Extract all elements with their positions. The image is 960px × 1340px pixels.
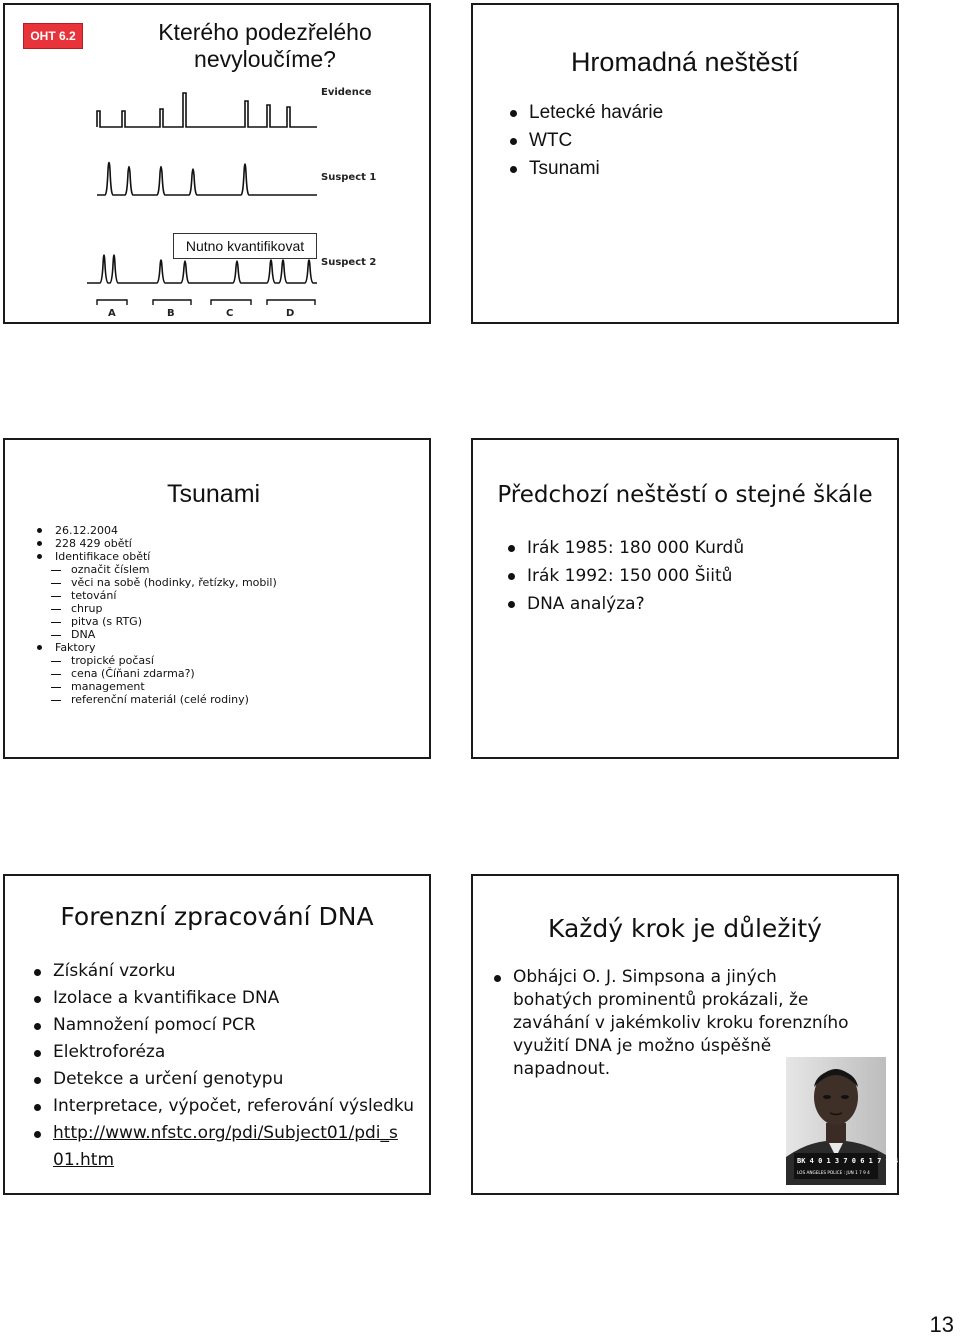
suspect2-label: Suspect 2 <box>321 257 377 268</box>
list-item: Faktory <box>33 641 277 654</box>
list-item: Identifikace obětí <box>33 550 277 563</box>
evidence-label: Evidence <box>321 87 372 98</box>
oht-badge: OHT 6.2 <box>23 23 83 49</box>
text-line: využití DNA je možno úspěšně <box>513 1036 772 1056</box>
board-caption: LOS ANGELES POLICE : JUN 1 7 9 4 <box>797 1170 870 1175</box>
title-line-2: nevyloučíme? <box>194 46 336 72</box>
list-item: Izolace a kvantifikace DNA <box>31 985 426 1012</box>
sub-list-item: management <box>33 680 277 693</box>
link-line-2: 01.htm <box>53 1150 115 1170</box>
suspect2-trace <box>87 255 317 283</box>
bullet-list <box>33 524 277 706</box>
locus-label-b: B <box>167 308 175 319</box>
electropherogram-figure <box>5 5 433 326</box>
list-item: WTC <box>507 127 663 155</box>
sub-list-item: chrup <box>33 602 277 615</box>
quantify-callout: Nutno kvantifikovat <box>173 233 317 259</box>
locus-brackets <box>97 300 315 305</box>
nfstc-link[interactable] <box>53 1123 398 1170</box>
title-line-1: Kterého podezřelého <box>158 19 372 45</box>
link-line-1: http://www.nfstc.org/pdi/Subject01/pdi_s <box>53 1123 398 1143</box>
locus-label-d: D <box>286 308 295 319</box>
list-item: Tsunami <box>507 155 663 183</box>
mugshot-photo <box>786 1057 899 1185</box>
list-item: Získání vzorku <box>31 958 426 985</box>
evidence-trace <box>97 93 317 127</box>
slide-tsunami <box>3 438 431 759</box>
board-number: BK 4 0 1 3 7 0 6 1 7 9 4 <box>797 1157 899 1165</box>
slide-title: Tsunami <box>167 480 261 508</box>
list-item: Namnožení pomocí PCR <box>31 1012 426 1039</box>
sub-list-item: cena (Číňani zdarma?) <box>33 667 277 680</box>
locus-label-a: A <box>108 308 116 319</box>
sub-list-item: DNA <box>33 628 277 641</box>
slide-every-step <box>471 874 899 1195</box>
sub-list-item: referenční materiál (celé rodiny) <box>33 693 277 706</box>
slide-mass-disasters <box>471 3 899 324</box>
text-line: bohatých prominentů prokázali, že <box>513 990 809 1010</box>
sub-list-item: tropické počasí <box>33 654 277 667</box>
list-item: Irák 1992: 150 000 Šiitů <box>505 562 744 590</box>
slide-title: Hromadná neštěstí <box>570 47 800 77</box>
page-number: 13 <box>929 1312 954 1337</box>
suspect1-trace <box>97 163 317 196</box>
bullet-list <box>31 958 426 1174</box>
slide-title: Předchozí neštěstí o stejné škále <box>497 482 873 508</box>
text-line: Obhájci O. J. Simpsona a jiných <box>513 967 777 987</box>
bullet-list <box>505 534 744 618</box>
slide-title: Forenzní zpracování DNA <box>60 902 374 931</box>
list-item: Elektroforéza <box>31 1039 426 1066</box>
slide-suspects <box>3 3 431 324</box>
list-item: Irák 1985: 180 000 Kurdů <box>505 534 744 562</box>
text-line: zaváhání v jakémkoliv kroku forenzního <box>513 1013 849 1033</box>
suspect1-label: Suspect 1 <box>321 172 377 183</box>
sub-list-item: označit číslem <box>33 563 277 576</box>
list-item: Interpretace, výpočet, referování výsledku <box>31 1093 426 1120</box>
list-item: Detekce a určení genotypu <box>31 1066 426 1093</box>
bullet-list <box>507 99 663 183</box>
slide-forensic-dna <box>3 874 431 1195</box>
list-item: Letecké havárie <box>507 99 663 127</box>
list-item: DNA analýza? <box>505 590 744 618</box>
list-item-link <box>31 1120 426 1174</box>
locus-label-c: C <box>226 308 234 319</box>
text-line: napadnout. <box>513 1059 611 1079</box>
sub-list-item: pitva (s RTG) <box>33 615 277 628</box>
slide-title: Každý krok je důležitý <box>548 914 822 943</box>
sub-list-item: tetování <box>33 589 277 602</box>
slide-previous-disasters <box>471 438 899 759</box>
list-item: 228 429 obětí <box>33 537 277 550</box>
list-item: 26.12.2004 <box>33 524 277 537</box>
sub-list-item: věci na sobě (hodinky, řetízky, mobil) <box>33 576 277 589</box>
